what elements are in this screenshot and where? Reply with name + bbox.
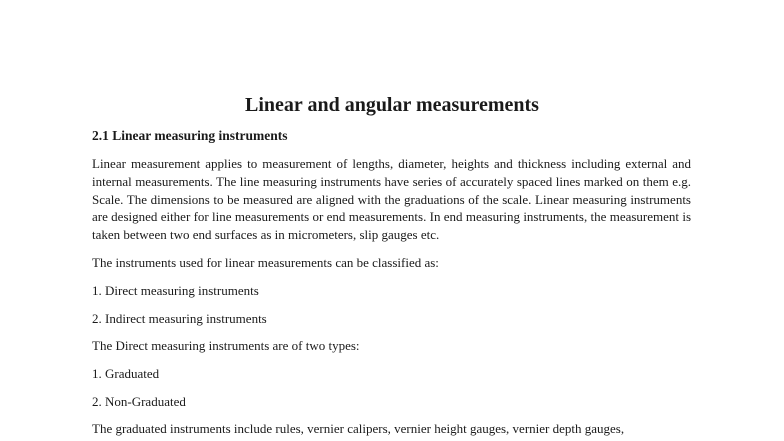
list-item-graduated: 1. Graduated <box>92 366 160 381</box>
list-item-non-graduated: 2. Non-Graduated <box>92 394 186 409</box>
section-heading: 2.1 Linear measuring instruments <box>92 128 288 143</box>
document-title: Linear and angular measurements <box>245 94 539 116</box>
paragraph-linear-measurement: Linear measurement applies to measurement of lengths, diameter, heights and thickness including external and internal measurements. The line measuring instruments have series of accurately spaced lines marked on them e.g. Scale. The dimensions to be measured are aligned with the graduations of the scale. Linear measuring instruments are designed either for line measurements or end measurements. In end measuring instruments, the measurement is taken between two end surfaces as in micrometers, slip gauges etc. <box>92 156 691 243</box>
list-item-direct: 1. Direct measuring instruments <box>92 283 259 298</box>
paragraph-direct-types: The Direct measuring instruments are of two types: <box>92 338 360 353</box>
paragraph-graduated-instruments: The graduated instruments include rules, vernier calipers, vernier height gauges, vernier depth gauges, <box>92 421 625 436</box>
list-item-indirect: 2. Indirect measuring instruments <box>92 311 267 326</box>
paragraph-classification: The instruments used for linear measurements can be classified as: <box>92 255 439 270</box>
